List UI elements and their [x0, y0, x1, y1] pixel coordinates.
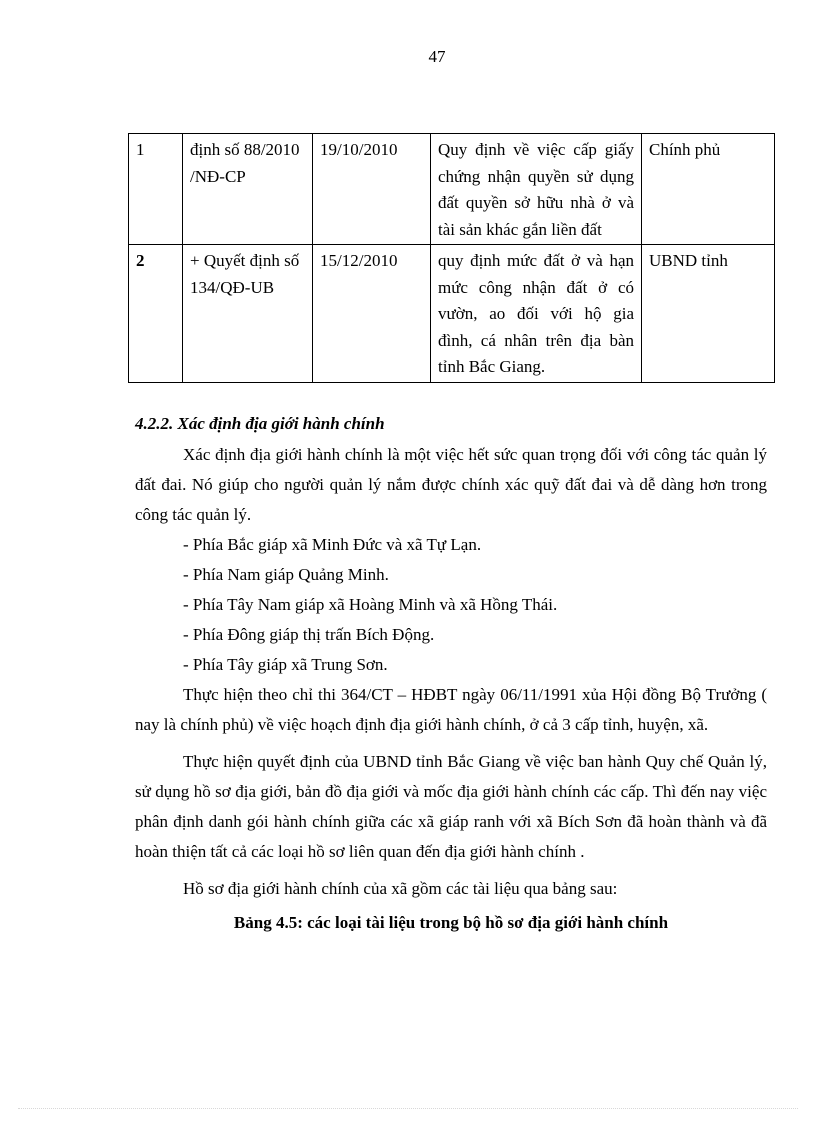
boundary-southwest: - Phía Tây Nam giáp xã Hoàng Minh và xã Hồng Thái.	[183, 595, 558, 614]
section-heading: 4.2.2. Xác định địa giới hành chính	[135, 414, 385, 433]
cell-date: 15/12/2010	[313, 245, 431, 383]
cell-document: định số 88/2010 /NĐ-CP	[183, 134, 313, 245]
cell-agency: Chính phủ	[642, 134, 775, 245]
boundary-west: - Phía Tây giáp xã Trung Sơn.	[183, 655, 388, 674]
paragraph-records: Hồ sơ địa giới hành chính của xã gồm các tài liệu qua bảng sau:	[183, 879, 618, 898]
cell-stt: 2	[129, 245, 183, 383]
cell-content: Quy định về việc cấp giấy chứng nhận quyền sử dụng đất quyền sở hữu nhà ở và tài sản khác gắn liền đất	[431, 134, 642, 245]
paragraph-decision: Thực hiện quyết định của UBND tỉnh Bắc Giang về việc ban hành Quy chế Quản lý, sử dụng hồ sơ địa giới, bản đồ địa giới và mốc địa giới hành chính các cấp. Thì đến nay việc phân định danh gói hành chính giữa các xã giáp ranh với xã Bích Sơn đã hoàn thành và đã hoàn thiện tất cả các loại hồ sơ liên quan đến địa giới hành chính .	[135, 752, 767, 861]
table-row	[129, 245, 775, 383]
table-row	[129, 134, 775, 245]
cell-document: + Quyết định số 134/QĐ-UB	[183, 245, 313, 383]
cell-stt: 1	[129, 134, 183, 245]
paragraph-directive: Thực hiện theo chỉ thi 364/CT – HĐBT ngày 06/11/1991 xủa Hội đồng Bộ Trưởng ( nay là chính phủ) về việc hoạch định địa giới hành chính, ở cả 3 cấp tỉnh, huyện, xã.	[135, 685, 767, 734]
footer-divider	[18, 1108, 798, 1109]
boundary-south: - Phía Nam giáp Quảng Minh.	[183, 565, 389, 584]
boundary-north: - Phía Bắc giáp xã Minh Đức và xã Tự Lạn.	[183, 535, 482, 554]
page-number: 47	[428, 47, 446, 66]
cell-date: 19/10/2010	[313, 134, 431, 245]
body-text	[135, 440, 767, 938]
table-caption: Bảng 4.5: các loại tài liệu trong bộ hồ sơ địa giới hành chính	[233, 913, 669, 932]
cell-content: quy định mức đất ở và hạn mức công nhận đất ở có vườn, ao đối với hộ gia đình, cá nhân trên địa bàn tỉnh Bắc Giang.	[431, 245, 642, 383]
paragraph-intro: Xác định địa giới hành chính là một việc hết sức quan trọng đối với công tác quản lý đất đai. Nó giúp cho người quản lý nắm được chính xác quỹ đất đai và dễ dàng hơn trong công tác quản lý.	[135, 445, 767, 524]
legal-documents-table	[128, 133, 775, 383]
cell-agency: UBND tỉnh	[642, 245, 775, 383]
boundary-east: - Phía Đông giáp thị trấn Bích Động.	[183, 625, 435, 644]
